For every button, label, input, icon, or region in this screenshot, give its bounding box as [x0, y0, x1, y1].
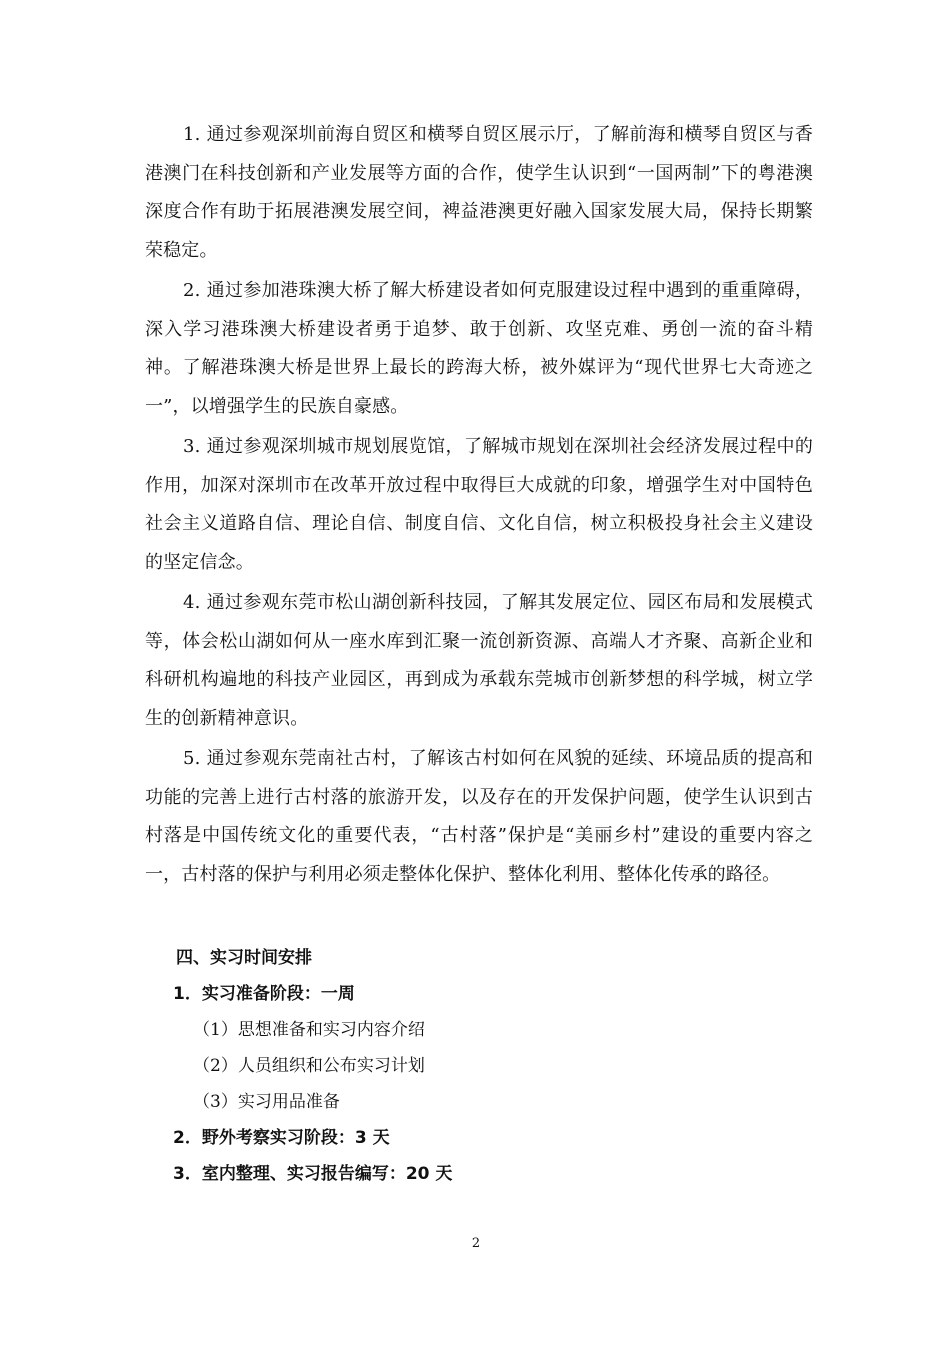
phase-1-item-2: （2）人员组织和公布实习计划: [193, 1056, 425, 1076]
section-heading: 四、实习时间安排: [176, 948, 312, 968]
paragraph-3: 3. 通过参观深圳城市规划展览馆，了解城市规划在深圳社会经济发展过程中的作用，加深对深圳市在改革开放过程中取得巨大成就的印象，增强学生对中国特色社会主义道路自信、理论自信、制度自信、文化自信，树立积极投身社会主义建设的坚定信念。: [145, 436, 813, 573]
paragraph-2: 2. 通过参加港珠澳大桥了解大桥建设者如何克服建设过程中遇到的重重障碍，深入学习港珠澳大桥建设者勇于追梦、敢于创新、攻坚克难、勇创一流的奋斗精神。了解港珠澳大桥是世界上最长的跨海大桥，被外媒评为“现代世界七大奇迹之一”，以增强学生的民族自豪感。: [145, 280, 813, 417]
schedule-section: [145, 940, 813, 1192]
body-text: [145, 116, 813, 896]
paragraph-5: 5. 通过参观东莞南社古村，了解该古村如何在风貌的延续、环境品质的提高和功能的完善上进行古村落的旅游开发，以及存在的开发保护问题，使学生认识到古村落是中国传统文化的重要代表，“古村落”保护是“美丽乡村”建设的重要内容之一，古村落的保护与利用必须走整体化保护、整体化利用、整体化传承的路径。: [145, 748, 813, 885]
phase-1-item-3: （3）实习用品准备: [193, 1092, 340, 1112]
phase-3-title: 3．室内整理、实习报告编写：20 天: [173, 1164, 453, 1184]
paragraph-1: 1. 通过参观深圳前海自贸区和横琴自贸区展示厅，了解前海和横琴自贸区与香港澳门在科技创新和产业发展等方面的合作，使学生认识到“一国两制”下的粤港澳深度合作有助于拓展港澳发展空间，裨益港澳更好融入国家发展大局，保持长期繁荣稳定。: [145, 124, 813, 261]
page-number: 2: [471, 1236, 481, 1251]
phase-1-item-1: （1）思想准备和实习内容介绍: [193, 1020, 425, 1040]
paragraph-4: 4. 通过参观东莞市松山湖创新科技园，了解其发展定位、园区布局和发展模式等，体会松山湖如何从一座水库到汇聚一流创新资源、高端人才齐聚、高新企业和科研机构遍地的科技产业园区，再到成为承载东莞城市创新梦想的科学城，树立学生的创新精神意识。: [145, 592, 813, 729]
phase-1-title: 1．实习准备阶段：一周: [173, 984, 355, 1004]
phase-2-title: 2．野外考察实习阶段：3 天: [173, 1128, 390, 1148]
